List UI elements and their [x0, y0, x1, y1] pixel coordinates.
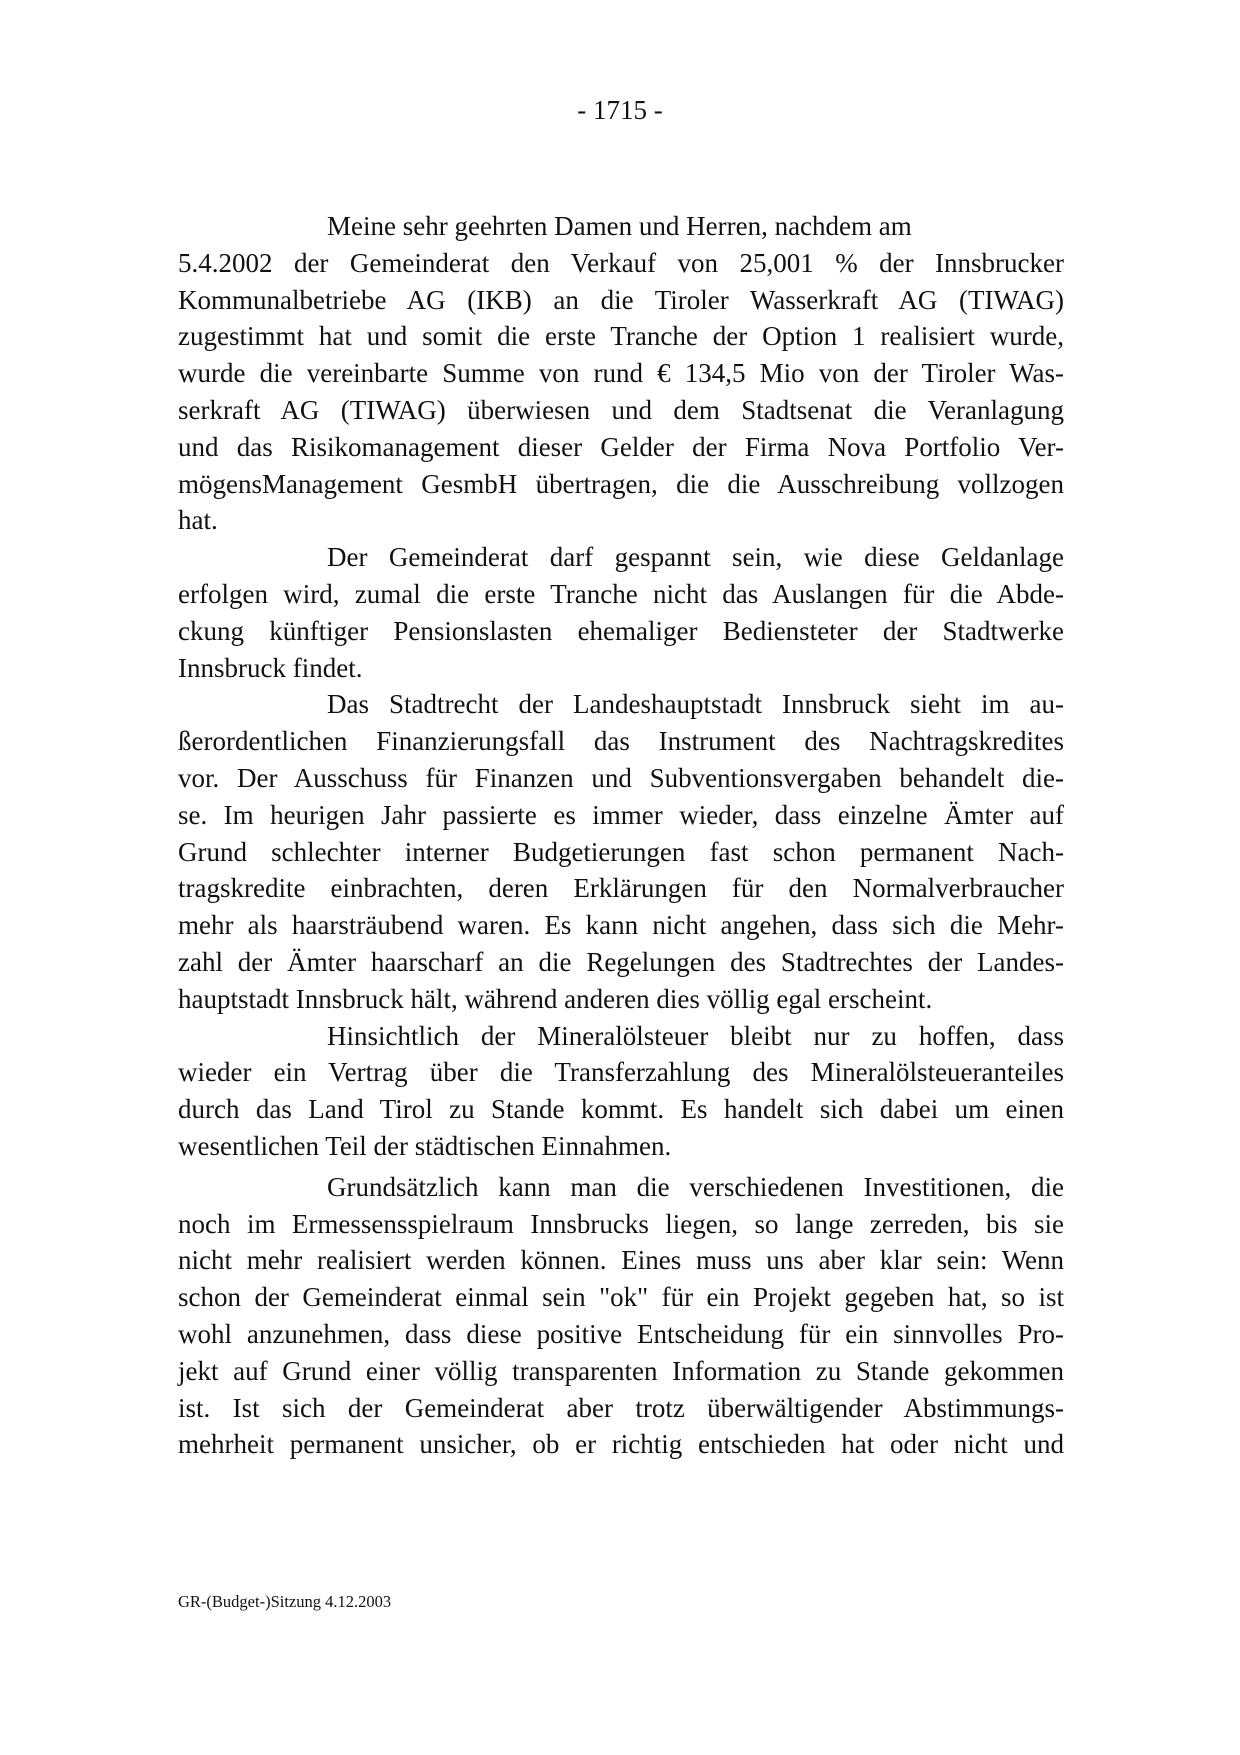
text-line: ckung künftiger Pensionslasten ehemaliger Bediensteter der Stadtwerke: [178, 615, 1064, 646]
paragraph: [178, 686, 1064, 1017]
text-line: Innsbruck findet.: [178, 652, 363, 683]
paragraph: [178, 539, 1064, 686]
text-line: hat.: [178, 505, 218, 536]
text-line: zugestimmt hat und somit die erste Tranche der Option 1 realisiert wurde,: [178, 321, 1064, 352]
text-line: durch das Land Tirol zu Stande kommt. Es handelt sich dabei um einen: [178, 1094, 1064, 1125]
text-line: hauptstadt Innsbruck hält, während anderen dies völlig egal erscheint.: [178, 983, 933, 1014]
text-line: und das Risikomanagement dieser Gelder der Firma Nova Portfolio Ver-: [178, 431, 1064, 462]
page-number: - 1715 -: [577, 95, 663, 125]
text-line: Kommunalbetriebe AG (IKB) an die Tiroler Wasserkraft AG (TIWAG): [178, 284, 1064, 315]
text-line: mehr als haarsträubend waren. Es kann nicht angehen, dass sich die Mehr-: [178, 910, 1064, 941]
paragraph: [178, 1169, 1064, 1463]
text-line: wohl anzunehmen, dass diese positive Entscheidung für ein sinnvolles Pro-: [178, 1318, 1064, 1349]
text-line: ist. Ist sich der Gemeinderat aber trotz überwältigender Abstimmungs-: [178, 1392, 1064, 1423]
text-line: mehrheit permanent unsicher, ob er richtig entschieden hat oder nicht und: [178, 1429, 1064, 1460]
text-line: Der Gemeinderat darf gespannt sein, wie diese Geldanlage: [327, 542, 1064, 573]
text-line: tragskredite einbrachten, deren Erklärungen für den Normalverbraucher: [178, 873, 1064, 904]
text-line: Grund schlechter interner Budgetierungen fast schon permanent Nach-: [178, 836, 1064, 867]
text-line: wurde die vereinbarte Summe von rund € 134,5 Mio von der Tiroler Was-: [178, 358, 1064, 389]
text-line: se. Im heurigen Jahr passierte es immer wieder, dass einzelne Ämter auf: [178, 799, 1064, 830]
text-line: Das Stadtrecht der Landeshauptstadt Innsbruck sieht im au-: [327, 689, 1064, 720]
text-line: Hinsichtlich der Mineralölsteuer bleibt nur zu hoffen, dass: [327, 1020, 1064, 1051]
body-text: [178, 208, 1064, 1463]
text-line: schon der Gemeinderat einmal sein "ok" für ein Projekt gegeben hat, so ist: [178, 1282, 1064, 1313]
paragraph: [178, 1018, 1064, 1165]
footer: GR-(Budget-)Sitzung 4.12.2003: [178, 1592, 392, 1611]
text-line: Grundsätzlich kann man die verschiedenen Investitionen, die: [327, 1171, 1064, 1202]
text-line: wieder ein Vertrag über die Transferzahlung des Mineralölsteueranteiles: [178, 1057, 1064, 1088]
text-line: zahl der Ämter haarscharf an die Regelungen des Stadtrechtes der Landes-: [178, 946, 1064, 977]
text-line: Meine sehr geehrten Damen und Herren, nachdem am: [327, 211, 912, 241]
paragraph: [178, 208, 1064, 539]
text-line: ßerordentlichen Finanzierungsfall das Instrument des Nachtragskredites: [178, 726, 1064, 757]
text-line: nicht mehr realisiert werden können. Eines muss uns aber klar sein: Wenn: [178, 1245, 1064, 1276]
text-line: jekt auf Grund einer völlig transparenten Information zu Stande gekommen: [178, 1355, 1064, 1386]
text-line: erfolgen wird, zumal die erste Tranche nicht das Auslangen für die Abde-: [178, 578, 1064, 609]
text-line: noch im Ermessensspielraum Innsbrucks liegen, so lange zerreden, bis sie: [178, 1208, 1064, 1239]
text-line: 5.4.2002 der Gemeinderat den Verkauf von 25,001 % der Innsbrucker: [178, 247, 1064, 278]
text-line: vor. Der Ausschuss für Finanzen und Subventionsvergaben behandelt die-: [178, 762, 1064, 793]
text-line: serkraft AG (TIWAG) überwiesen und dem Stadtsenat die Veranlagung: [178, 394, 1064, 425]
text-line: mögensManagement GesmbH übertragen, die die Ausschreibung vollzogen: [178, 468, 1064, 499]
text-line: wesentlichen Teil der städtischen Einnahmen.: [178, 1130, 672, 1161]
